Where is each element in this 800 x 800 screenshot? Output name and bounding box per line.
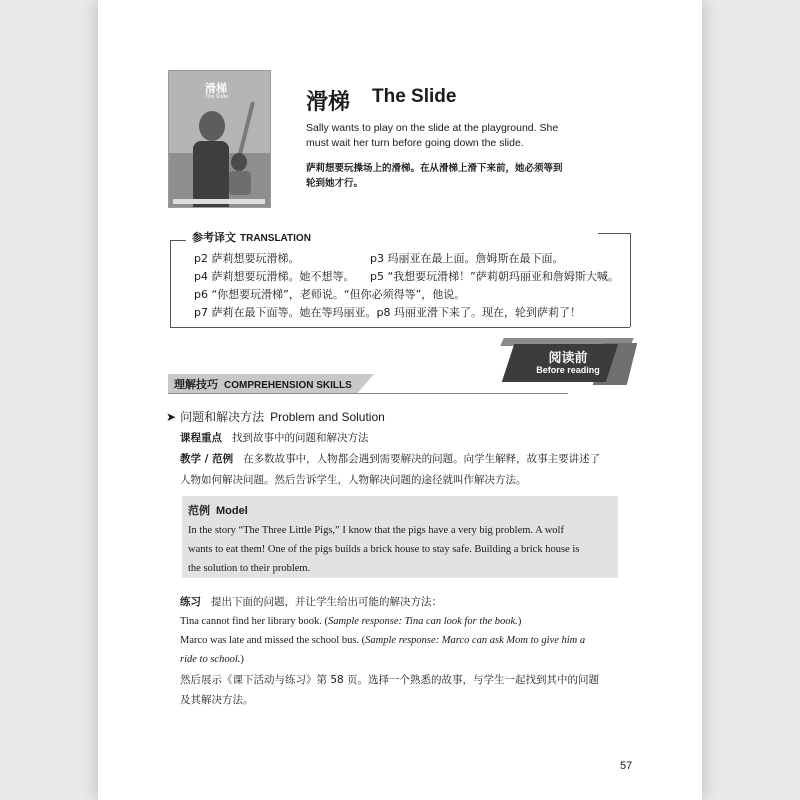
summary-chinese: 萨莉想要玩操场上的滑梯。在从滑梯上滑下来前，她必须等到轮到她才行。 bbox=[306, 163, 563, 189]
girl-illustration bbox=[229, 171, 251, 195]
skills-en: COMPREHENSION SKILLS bbox=[224, 380, 352, 391]
closing-line-2: 及其解决方法。 bbox=[180, 694, 254, 706]
teaching-line-2: 人物如何解决问题。然后告诉学生，人物解决问题的途径就叫作解决方法。 bbox=[180, 474, 527, 486]
translation-box-border bbox=[170, 240, 171, 327]
page-number: 57 bbox=[620, 760, 633, 772]
book-cover-image bbox=[168, 70, 271, 208]
heading-zh: 问题和解决方法 bbox=[180, 410, 265, 424]
focus-label: 课程重点 bbox=[180, 432, 222, 444]
before-reading-zh: 阅读前 bbox=[548, 351, 588, 366]
before-reading-en: Before reading bbox=[536, 365, 600, 375]
skills-zh: 理解技巧 bbox=[174, 378, 218, 391]
practice-intro-text: 提出下面的问题，并让学生给出可能的解决方法： bbox=[211, 596, 443, 608]
practice-question-2-cont: ride to school.) bbox=[180, 654, 244, 665]
translation-line: p5 “我想要玩滑梯！”萨莉朝玛丽亚和詹姆斯大喊。 bbox=[370, 270, 619, 283]
heading-en: Problem and Solution bbox=[270, 410, 385, 424]
summary-english: Sally wants to play on the slide at the playground. She must wait her turn before going down the slide. bbox=[306, 122, 559, 149]
translation-label-zh: 参考译文 bbox=[192, 231, 236, 244]
problem-solution-heading bbox=[166, 408, 385, 425]
translation-line: p2 萨莉想要玩滑梯。 bbox=[194, 252, 300, 265]
comprehension-skills-label bbox=[174, 376, 352, 392]
teach-text-1: 在多数故事中，人物都会遇到需要解决的问题。向学生解释，故事主要讲述了 bbox=[243, 453, 601, 465]
sample-response-2: Sample response: Marco can ask Mom to give him a bbox=[365, 635, 586, 646]
model-line: In the story “The Three Little Pigs,” I know that the pigs have a very big problem. A wolf bbox=[188, 525, 564, 536]
model-title-en: Model bbox=[216, 505, 248, 517]
practice-label: 练习 bbox=[180, 596, 201, 608]
model-line: the solution to their problem. bbox=[188, 563, 311, 574]
sample-response-1: Sample response: Tina can look for the book. bbox=[328, 616, 518, 627]
focus-text: 找到故事中的问题和解决方法 bbox=[232, 432, 369, 444]
lesson-focus bbox=[180, 428, 369, 449]
practice-intro bbox=[180, 592, 442, 613]
translation-label-en: TRANSLATION bbox=[240, 233, 311, 244]
cover-title: 滑梯 bbox=[205, 82, 227, 95]
model-title bbox=[188, 502, 248, 518]
cover-subtitle: The Slide bbox=[205, 94, 229, 100]
model-line: wants to eat them! One of the pigs builds a brick house to stay safe. Building a brick house is bbox=[188, 544, 580, 555]
section-divider bbox=[168, 393, 568, 394]
translation-line: p3 玛丽亚在最上面。詹姆斯在最下面。 bbox=[370, 252, 564, 265]
translation-label bbox=[192, 229, 311, 245]
practice-question-1: Tina cannot find her library book. (Sample response: Tina can look for the book.) bbox=[180, 616, 522, 627]
translation-line: p7 萨莉在最下面等。她在等玛丽亚。p8 玛丽亚滑下来了。现在，轮到萨莉了！ bbox=[194, 306, 581, 319]
translation-line: p4 萨莉想要玩滑梯。她不想等。 bbox=[194, 270, 355, 283]
title-chinese: 滑梯 bbox=[306, 90, 351, 115]
model-text bbox=[188, 521, 612, 578]
teach-label: 教学 / 范例 bbox=[180, 453, 234, 465]
translation-line: p6 “你想要玩滑梯”，老师说。“但你必须得等”，他说。 bbox=[194, 288, 466, 301]
teacher-illustration bbox=[193, 141, 229, 207]
model-title-zh: 范例 bbox=[188, 504, 210, 517]
teaching-line-1 bbox=[180, 449, 600, 470]
closing-line-1: 然后展示《课下活动与练习》第 58 页。选择一个熟悉的故事，与学生一起找到其中的问题 bbox=[180, 674, 600, 686]
arrow-right-icon: ➤ bbox=[166, 410, 177, 424]
title-english: The Slide bbox=[372, 86, 457, 107]
practice-question-2: Marco was late and missed the school bus. (Sample response: Marco can ask Mom to give him a bbox=[180, 635, 586, 646]
book-page bbox=[98, 0, 702, 800]
